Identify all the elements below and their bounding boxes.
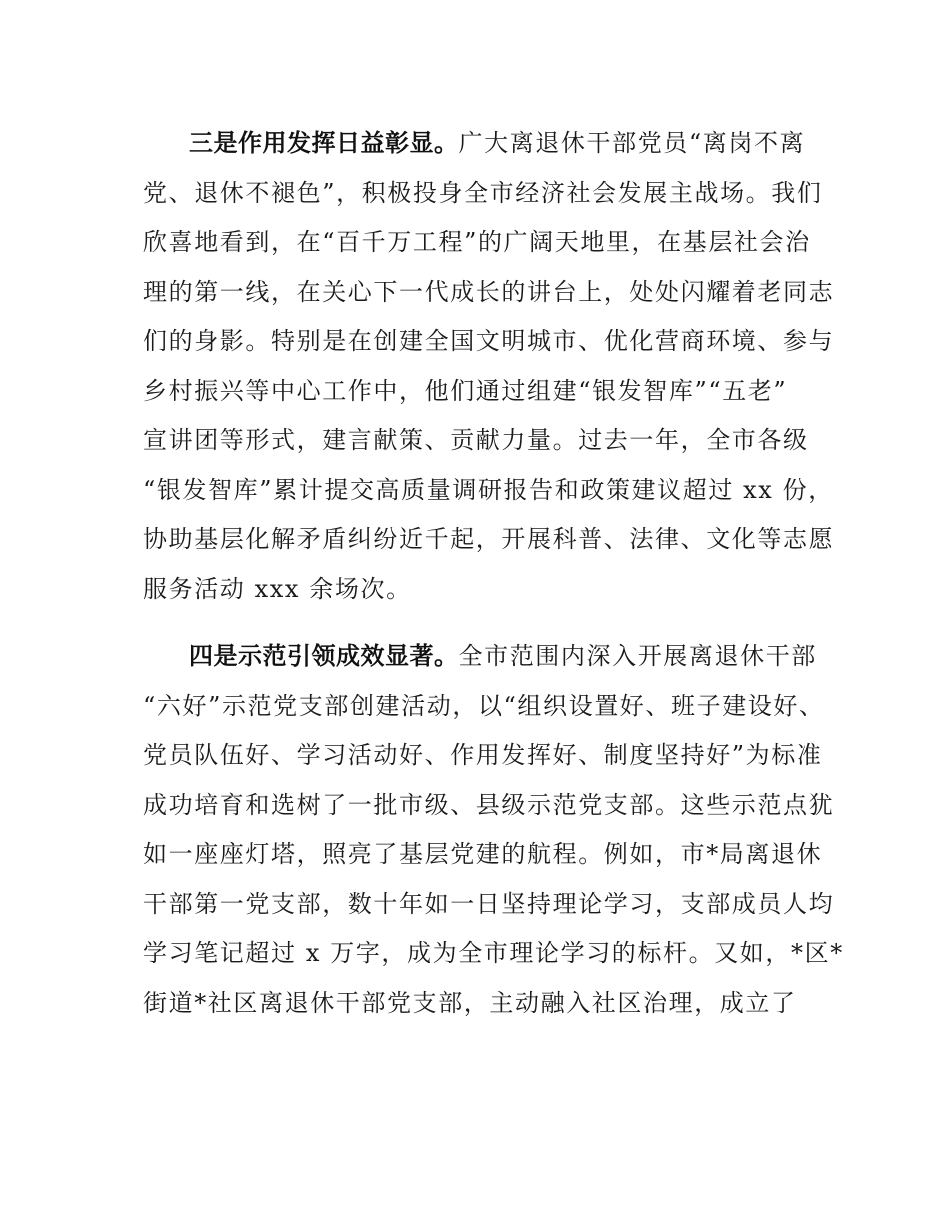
paragraph-line: 成功培育和选树了一批市级、县级示范党支部。这些示范点犹	[143, 790, 835, 819]
paragraph-line: “银发智库”累计提交高质量调研报告和政策建议超过 xx 份，	[143, 475, 834, 504]
paragraph-heading: 三是作用发挥日益彰显。	[189, 129, 459, 157]
paragraph-line: 服务活动 xxx 余场次。	[143, 574, 412, 603]
paragraph-line: 党员队伍好、学习活动好、作用发挥好、制度坚持好”为标准	[143, 741, 823, 769]
paragraph-line: 宣讲团等形式，建言献策、贡献力量。过去一年，全市各级	[143, 426, 809, 454]
paragraph-first-line	[143, 636, 823, 686]
paragraph-line: 欣喜地看到，在“百千万工程”的广阔天地里，在基层社会治	[143, 228, 811, 256]
paragraph-line: 们的身影。特别是在创建全国文明城市、优化营商环境、参与	[143, 327, 835, 355]
paragraph-line: 如一座座灯塔，照亮了基层党建的航程。例如，市*局离退休	[143, 840, 823, 868]
paragraph-text: 广大离退休干部党员“离岗不离	[458, 129, 806, 157]
paragraph-heading: 四是示范引领成效显著。	[189, 642, 459, 670]
paragraph-first-line	[143, 123, 823, 173]
paragraph-line: 乡村振兴等中心工作中，他们通过组建“银发智库”“五老”	[143, 376, 788, 405]
paragraph-demonstration	[143, 636, 844, 1032]
paragraph-line: 学习笔记超过 x 万字，成为全市理论学习的标杆。又如，*区*	[143, 939, 844, 967]
paragraph-text: 全市范围内深入开展离退休干部	[458, 642, 817, 670]
paragraph-role-playing	[143, 123, 835, 618]
paragraph-line: 党、退休不褪色”，积极投身全市经济社会发展主战场。我们	[143, 178, 823, 207]
paragraph-line: 协助基层化解矛盾纠纷近千起，开展科普、法律、文化等志愿	[143, 525, 835, 553]
paragraph-line: 理的第一线，在关心下一代成长的讲台上，处处闪耀着老同志	[143, 277, 835, 306]
paragraph-line: “六好”示范党支部创建活动，以“组织设置好、班子建设好、	[143, 691, 825, 720]
paragraph-line: 街道*社区离退休干部党支部，主动融入社区治理，成立了	[143, 988, 797, 1017]
paragraph-line: 干部第一党支部，数十年如一日坚持理论学习，支部成员人均	[143, 889, 835, 918]
